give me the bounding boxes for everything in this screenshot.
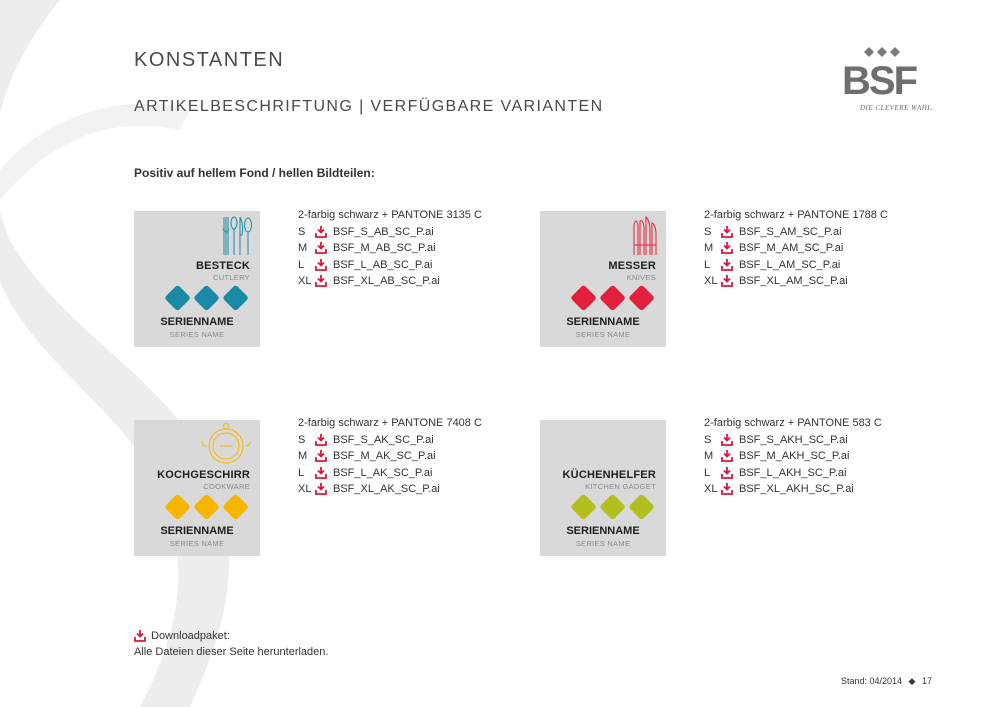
variant-file-link[interactable]: BSF_M_AM_SC_P.ai	[739, 242, 844, 254]
variant-heading: 2-farbig schwarz + PANTONE 3135 C	[298, 209, 482, 221]
stand-date: Stand: 04/2014	[840, 676, 903, 686]
variant-file-link[interactable]: BSF_S_AB_SC_P.ai	[333, 225, 434, 238]
page-footer	[841, 676, 932, 687]
variant-file-link[interactable]: BSF_XL_AK_SC_P.ai	[333, 483, 440, 495]
series-diamonds	[540, 494, 666, 524]
download-icon[interactable]	[315, 275, 327, 287]
series-label: SERIENNAME	[566, 316, 640, 328]
variant-size: L	[704, 258, 711, 271]
variant-size: M	[298, 242, 308, 254]
variant-size: M	[298, 450, 308, 462]
category-label: MESSER	[608, 260, 656, 272]
variant-size: L	[298, 258, 305, 271]
category-label-en: CUTLERY	[213, 273, 250, 282]
variant-list	[704, 207, 888, 290]
product-label-card	[540, 420, 666, 556]
series-label: SERIENNAME	[160, 316, 234, 328]
download-package-description: Alle Dateien dieser Seite herunterladen.	[134, 646, 329, 658]
variant-row[interactable]	[704, 240, 888, 257]
variant-heading: 2-farbig schwarz + PANTONE 1788 C	[704, 209, 888, 221]
variant-size: XL	[704, 483, 718, 495]
variant-size: S	[298, 225, 306, 238]
variant-file-link[interactable]: BSF_S_AK_SC_P.ai	[333, 433, 434, 446]
product-label-card	[134, 211, 260, 347]
variant-row[interactable]	[298, 257, 482, 274]
variant-row[interactable]	[704, 257, 888, 274]
footer-separator: ◆	[908, 676, 916, 686]
download-icon[interactable]	[721, 483, 733, 495]
series-label-en: SERIES NAME	[169, 330, 225, 339]
variant-row[interactable]	[704, 481, 882, 498]
svg-text:DIE CLEVERE WAHL.: DIE CLEVERE WAHL.	[860, 104, 934, 112]
page-subtitle: ARTIKELBESCHRIFTUNG | VERFÜGBARE VARIANTEN	[134, 98, 604, 115]
variant-row[interactable]	[298, 448, 482, 465]
variant-file-link[interactable]: BSF_L_AKH_SC_P.ai	[739, 466, 847, 479]
variant-file-link[interactable]: BSF_L_AB_SC_P.ai	[333, 258, 433, 271]
category-label-en: COOKWARE	[203, 482, 250, 491]
svg-text:BSF: BSF	[842, 59, 916, 103]
category-label: KÜCHENHELFER	[562, 469, 656, 481]
download-icon[interactable]	[315, 242, 327, 254]
variant-file-link[interactable]: BSF_M_AB_SC_P.ai	[333, 242, 436, 254]
bsf-logo	[840, 46, 940, 116]
download-icon[interactable]	[315, 483, 327, 495]
download-icon[interactable]	[315, 467, 327, 479]
series-diamonds	[540, 285, 666, 315]
variant-row[interactable]	[298, 432, 482, 449]
series-label: SERIENNAME	[566, 525, 640, 537]
variant-size: XL	[298, 483, 312, 495]
category-label-en: KITCHEN GADGET	[585, 482, 656, 491]
variant-file-link[interactable]: BSF_M_AKH_SC_P.ai	[739, 450, 850, 462]
variant-heading: 2-farbig schwarz + PANTONE 7408 C	[298, 417, 482, 429]
series-diamonds	[134, 494, 260, 524]
variant-row[interactable]	[298, 240, 482, 257]
variant-row[interactable]	[298, 224, 482, 241]
series-label-en: SERIES NAME	[575, 539, 631, 548]
variant-size: S	[704, 225, 712, 238]
variant-file-link[interactable]: BSF_XL_AM_SC_P.ai	[739, 275, 848, 287]
variant-row[interactable]	[704, 432, 882, 449]
download-icon[interactable]	[315, 259, 327, 271]
variant-file-link[interactable]: BSF_S_AM_SC_P.ai	[739, 225, 842, 238]
series-label-en: SERIES NAME	[575, 330, 631, 339]
variant-file-link[interactable]: BSF_S_AKH_SC_P.ai	[739, 433, 848, 446]
variant-list	[704, 415, 882, 498]
category-label-en: KNIVES	[626, 273, 656, 282]
download-package-label[interactable]: Downloadpaket:	[151, 630, 230, 642]
page-title: KONSTANTEN	[134, 49, 285, 71]
variant-size: S	[704, 433, 712, 446]
variant-size: M	[704, 450, 714, 462]
category-label: KOCHGESCHIRR	[157, 469, 250, 481]
variant-row[interactable]	[298, 481, 482, 498]
download-icon[interactable]	[315, 226, 327, 238]
variant-row[interactable]	[704, 224, 888, 241]
download-icon[interactable]	[134, 630, 146, 642]
download-icon[interactable]	[721, 226, 733, 238]
series-label-en: SERIES NAME	[169, 539, 225, 548]
download-icon[interactable]	[721, 242, 733, 254]
variant-heading: 2-farbig schwarz + PANTONE 583 C	[704, 417, 882, 429]
variant-row[interactable]	[704, 465, 882, 482]
product-label-card	[134, 420, 260, 556]
page-number: 17	[921, 676, 932, 686]
download-icon[interactable]	[721, 434, 733, 446]
download-icon[interactable]	[315, 434, 327, 446]
variant-file-link[interactable]: BSF_XL_AB_SC_P.ai	[333, 275, 440, 287]
download-icon[interactable]	[721, 450, 733, 462]
variant-row[interactable]	[298, 273, 482, 290]
category-label: BESTECK	[196, 260, 250, 272]
variant-size: M	[704, 242, 714, 254]
variant-file-link[interactable]: BSF_L_AM_SC_P.ai	[739, 258, 841, 271]
variant-size: XL	[298, 275, 312, 287]
variant-list	[298, 207, 482, 290]
download-icon[interactable]	[721, 275, 733, 287]
variant-file-link[interactable]: BSF_L_AK_SC_P.ai	[333, 466, 433, 479]
section-heading: Positiv auf hellem Fond / hellen Bildteilen:	[134, 166, 375, 180]
download-icon[interactable]	[721, 259, 733, 271]
variant-size: L	[298, 466, 305, 479]
variant-size: XL	[704, 275, 718, 287]
series-label: SERIENNAME	[160, 525, 234, 537]
series-diamonds	[134, 285, 260, 315]
variant-list	[298, 415, 482, 498]
variant-row[interactable]	[704, 273, 888, 290]
variant-file-link[interactable]: BSF_M_AK_SC_P.ai	[333, 450, 436, 462]
download-package[interactable]	[134, 628, 328, 660]
variant-size: L	[704, 466, 711, 479]
variant-file-link[interactable]: BSF_XL_AKH_SC_P.ai	[739, 483, 854, 495]
variant-row[interactable]	[298, 465, 482, 482]
variant-size: S	[298, 433, 306, 446]
download-icon[interactable]	[315, 450, 327, 462]
product-label-card	[540, 211, 666, 347]
download-icon[interactable]	[721, 467, 733, 479]
variant-row[interactable]	[704, 448, 882, 465]
